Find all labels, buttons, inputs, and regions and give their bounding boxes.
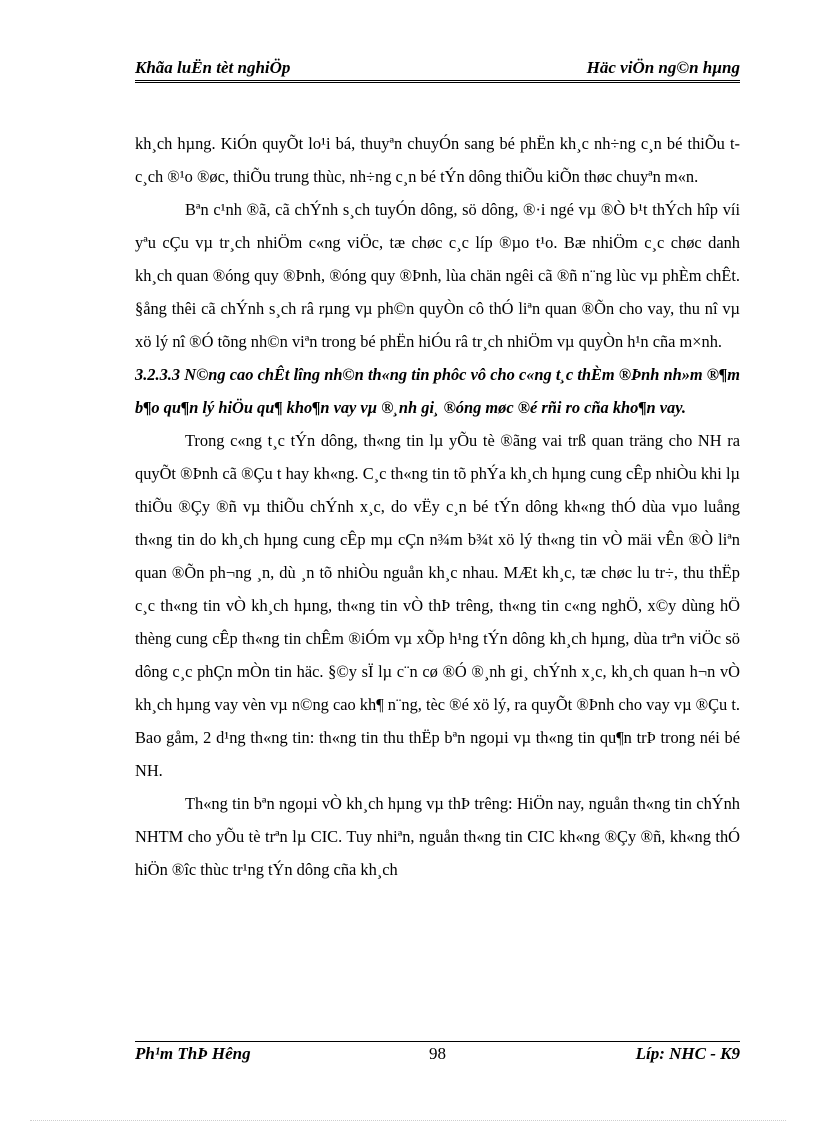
paragraph: Bªn c¹nh ®ã, cã chÝnh s¸ch tuyÓn dông, sö dông, ®·i ngé vµ ®Ò b¹t thÝch hîp víi yªu cÇu vµ tr¸ch nhiÖm c«ng viÖc, tæ chøc c¸c líp ®µo t¹o. Bæ nhiÖm c¸c chøc danh kh¸ch quan ®óng quy ®Þnh, ®óng quy ®Þnh, lùa chän ngêi cã ®ñ n¨ng lùc vµ phÈm chÊt. §ång thêi cã chÝnh s¸ch râ rµng vµ ph©n quyÒn cô thÓ liªn quan ®Õn cho vay, thu nî vµ xö lý nî ®Ó tõng nh©n viªn trong bé phËn hiÓu râ tr¸ch nhiÖm vµ quyÒn h¹n cña m×nh. — [135, 200, 740, 351]
footer-rule — [135, 1041, 740, 1042]
footer-class: Líp: NHC - K9 — [635, 1044, 740, 1063]
page-header — [135, 58, 740, 80]
footer-author: Ph¹m ThÞ Hêng — [135, 1044, 251, 1063]
paragraph: Th«ng tin bªn ngoµi vÒ kh¸ch hµng vµ thÞ trêng: HiÖn nay, nguån th«ng tin chÝnh NHTM cho yÕu tè trªn lµ CIC. Tuy nhiªn, nguån th«ng tin CIC kh«ng ®Çy ®ñ, kh«ng thÓ hiÖn ®îc thùc tr¹ng tÝn dông cña kh¸ch — [135, 794, 740, 879]
header-thesis-title: Khãa luËn tèt nghiÖp — [135, 58, 291, 77]
document-body — [135, 127, 740, 886]
header-rule — [135, 80, 740, 83]
paragraph: Trong c«ng t¸c tÝn dông, th«ng tin lµ yÕu tè ®ãng vai trß quan träng cho NH ra quyÕt ®Þnh cã ®Çu t hay kh«ng. C¸c th«ng tin tõ phÝa kh¸ch hµng cung cÊp nhiÒu khi lµ thiÕu ®Çy ®ñ vµ thiÕu chÝnh x¸c, do vËy c¸n bé tÝn dông kh«ng thÓ dùa vµo luång th«ng tin do kh¸ch hµng cung cÊp mµ cÇn n¾m b¾t xö lý th«ng tin vÒ mäi vÊn ®Ò liªn quan ®Õn ph¬ng ¸n, dù ¸n tõ nhiÒu nguån kh¸c nhau. MÆt kh¸c, tæ chøc lu tr÷, thu thËp c¸c th«ng tin vÒ kh¸ch hµng, th«ng tin vÒ thÞ trêng, th«ng tin c«ng nghÖ, x©y dùng hÖ thèng cung cÊp th«ng tin chÊm ®iÓm vµ xÕp h¹ng tÝn dông kh¸ch hµng, dùa trªn viÖc sö dông c¸c phÇn mÒn tin häc. §©y sÏ lµ c¨n cø ®Ó ®¸nh gi¸ chÝnh x¸c, kh¸ch quan h¬n vÒ kh¸ch hµng vay vèn vµ n©ng cao kh¶ n¨ng, tèc ®é xö lý, ra quyÕt ®Þnh cho vay vµ ®Çu t. Bao gåm, 2 d¹ng th«ng tin: th«ng tin thu thËp bªn ngoµi vµ th«ng tin qu¶n trÞ trong néi bé NH. — [135, 431, 740, 780]
page-edge-dots — [30, 1120, 786, 1121]
page-footer — [135, 1044, 740, 1068]
header-institution: Häc viÖn ng©n hµng — [586, 58, 740, 77]
paragraph-continued: kh¸ch hµng. KiÓn quyÕt lo¹i bá, thuyªn chuyÓn sang bé phËn kh¸c nh÷ng c¸n bé thiÕu t c¸ch ®¹o ®øc, thiÕu trung thùc, nh÷ng c¸n bé tÝn dông thiÕu kiÕn thøc chuyªn m«n. — [135, 134, 740, 186]
section-heading: 3.2.3.3 N©ng cao chÊt lîng nh©n th«ng tin phôc vô cho c«ng t¸c thÈm ®Þnh nh»m ®¶m b¶o qu¶n lý hiÖu qu¶ kho¶n vay vµ ®¸nh gi¸ ®óng møc ®é rñi ro cña kho¶n vay. — [135, 365, 740, 417]
page-number: 98 — [429, 1044, 446, 1063]
